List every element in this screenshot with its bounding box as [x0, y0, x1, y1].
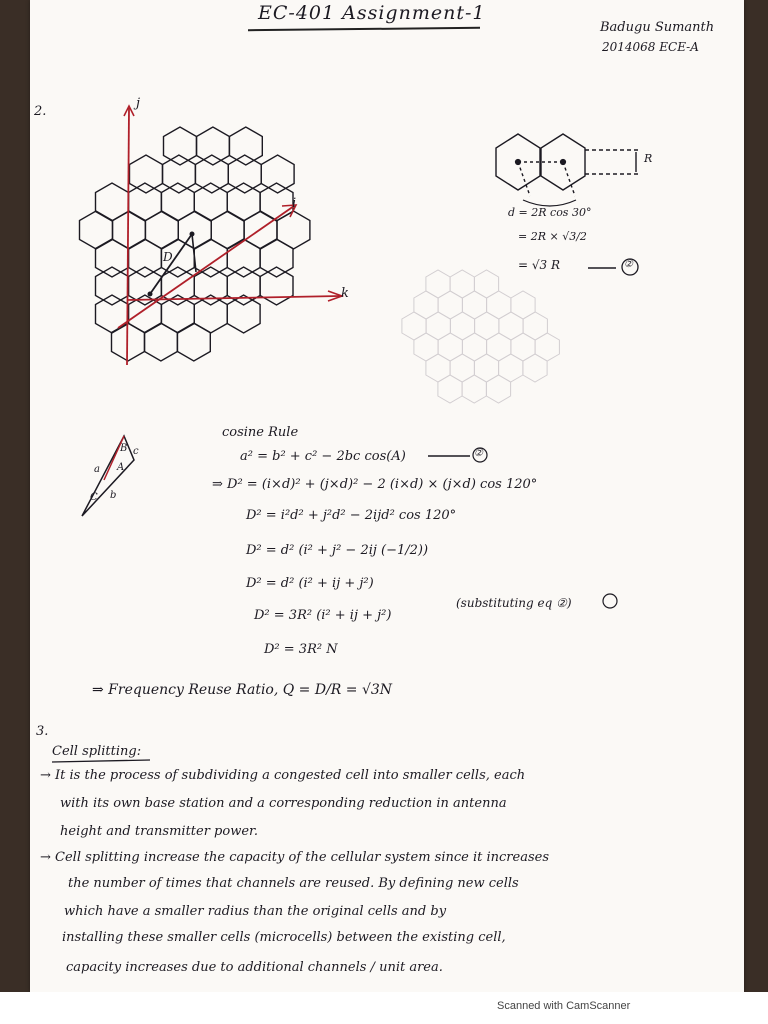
substituting-note: (substituting eq ②) [456, 596, 572, 610]
hex-cell [260, 183, 293, 221]
triangle-label-c: c [133, 446, 139, 457]
hex-cell [227, 267, 260, 305]
author-name: Badugu Sumanth [600, 20, 715, 35]
radius-label: R [644, 152, 653, 165]
ghost-hex-cell [450, 312, 474, 340]
ghost-hex-cell [499, 354, 523, 382]
ghost-hex-cell [499, 312, 523, 340]
cosine-tag: ② [474, 448, 483, 459]
hex-cell [227, 239, 260, 277]
ghost-hex-cell [426, 270, 450, 298]
ghost-hex-cell [487, 333, 511, 361]
hex-cell [277, 211, 310, 249]
ghost-hex-cell [414, 333, 438, 361]
derivation-line-3: D² = d² (i² + j² − 2ij (−1/2)) [246, 543, 429, 558]
ghost-hex-cell [462, 375, 486, 403]
two-hex-diagram [496, 134, 640, 206]
question-2-number: 2. [34, 104, 47, 119]
q3-line-4: → Cell splitting increase the capacity of the cellular system since it increases [40, 850, 549, 865]
frequency-reuse-ratio: ⇒ Frequency Reuse Ratio, Q = D/R = √3N [92, 682, 393, 698]
k-axis-label: k [341, 286, 349, 301]
ghost-hex-cell [426, 312, 450, 340]
hex-cell [129, 183, 162, 221]
ghost-hex-cell [438, 333, 462, 361]
hex-cell [261, 155, 294, 193]
hex-cell [161, 183, 194, 221]
hex-cell [178, 211, 211, 249]
origin-dot [148, 292, 153, 297]
triangle-label-C: C [90, 492, 98, 503]
scanner-footer [0, 992, 768, 1024]
ghost-hex-cell [523, 312, 547, 340]
hex-cell [177, 323, 210, 361]
ghost-hex-cell [462, 333, 486, 361]
assignment-title: EC-401 Assignment-1 [258, 2, 486, 24]
hex-cell [80, 211, 113, 249]
hex-cell [197, 127, 230, 165]
ghost-hex-cell [535, 333, 559, 361]
derivation-line-2: D² = i²d² + j²d² − 2ijd² cos 120° [246, 508, 457, 523]
hex-cell [260, 239, 293, 277]
ghost-hex-cell [414, 291, 438, 319]
ghost-hex-cell [450, 270, 474, 298]
derivation-line-6: D² = 3R² N [264, 642, 338, 657]
heading-underline [52, 760, 150, 762]
q3-line-2: with its own base station and a corresponding reduction in antenna [60, 796, 507, 811]
hex-cell [227, 295, 260, 333]
ghost-hex-cell [426, 354, 450, 382]
hex-cell [129, 239, 162, 277]
j-axis-label: j [136, 96, 141, 111]
q3-line-6: which have a smaller radius than the original cells and by [64, 904, 447, 919]
q3-line-7: installing these smaller cells (microcells) between the existing cell, [62, 930, 506, 945]
hex-cell [96, 183, 129, 221]
triangle-label-B: B [120, 443, 128, 454]
hex-cell [130, 155, 163, 193]
ghost-hex-cell [438, 291, 462, 319]
question-3-number: 3. [36, 724, 49, 739]
triangle-label-b: b [110, 490, 117, 501]
triangle-label-A: A [117, 462, 125, 473]
hex-cell [229, 127, 262, 165]
hex-cell [145, 323, 178, 361]
i-axis-label: i [292, 196, 297, 211]
q3-line-5: the number of times that channels are reused. By defining new cells [68, 876, 519, 891]
roll-number: 2014068 ECE-A [602, 40, 699, 54]
target-dot [190, 232, 195, 237]
ghost-hex-cell [487, 291, 511, 319]
distance-eq-1: d = 2R cos 30° [508, 206, 592, 219]
cosine-rule-heading: cosine Rule [222, 425, 299, 440]
hex-cell [227, 183, 260, 221]
ghost-hex-cell [474, 354, 498, 382]
eq-tag-1: ② [624, 259, 633, 270]
ghost-hex-cell [438, 375, 462, 403]
d-vector-label: D [163, 250, 173, 264]
q3-line-8: capacity increases due to additional channels / unit area. [66, 960, 443, 975]
cosine-rule-formula: a² = b² + c² − 2bc cos(A) [240, 449, 406, 464]
derivation-line-4: D² = d² (i² + ij + j²) [246, 576, 374, 591]
hex-cell [96, 267, 129, 305]
ghost-hex-cell [462, 291, 486, 319]
hex-cell [260, 267, 293, 305]
hex-cell [194, 183, 227, 221]
triangle-label-a: a [94, 464, 100, 475]
ghost-hex-cell [402, 312, 426, 340]
distance-eq-3: = √3 R [518, 258, 560, 272]
hex-cell [161, 295, 194, 333]
scanner-watermark: Scanned with CamScanner [497, 1000, 631, 1012]
hex-cell [228, 155, 261, 193]
hex-cell [163, 155, 196, 193]
derivation-line-1: ⇒ D² = (i×d)² + (j×d)² − 2 (i×d) × (j×d) cos 120° [212, 477, 538, 492]
ghost-hex-cell [511, 291, 535, 319]
ghost-hex-cell [486, 375, 510, 403]
hex-cell [164, 127, 197, 165]
hex-cell [194, 295, 227, 333]
q3-line-1: → It is the process of subdividing a congested cell into smaller cells, each [40, 768, 526, 783]
subst-tag-circle [603, 594, 617, 608]
distance-eq-2: = 2R × √3/2 [518, 230, 587, 243]
cell-splitting-heading: Cell splitting: [52, 744, 142, 759]
hex-cell [195, 155, 228, 193]
ghost-hex-cell [474, 270, 498, 298]
ghost-hex-cell [450, 354, 474, 382]
derivation-line-5: D² = 3R² (i² + ij + j²) [254, 608, 392, 623]
hex-cell [145, 211, 178, 249]
ghost-hex-cell [475, 312, 499, 340]
hex-cell [96, 239, 129, 277]
q3-line-3: height and transmitter power. [60, 824, 258, 839]
ghost-hex-cell [523, 354, 547, 382]
ghost-hex-cell [511, 333, 535, 361]
j-axis-line [127, 108, 129, 365]
hex-cell [96, 295, 129, 333]
